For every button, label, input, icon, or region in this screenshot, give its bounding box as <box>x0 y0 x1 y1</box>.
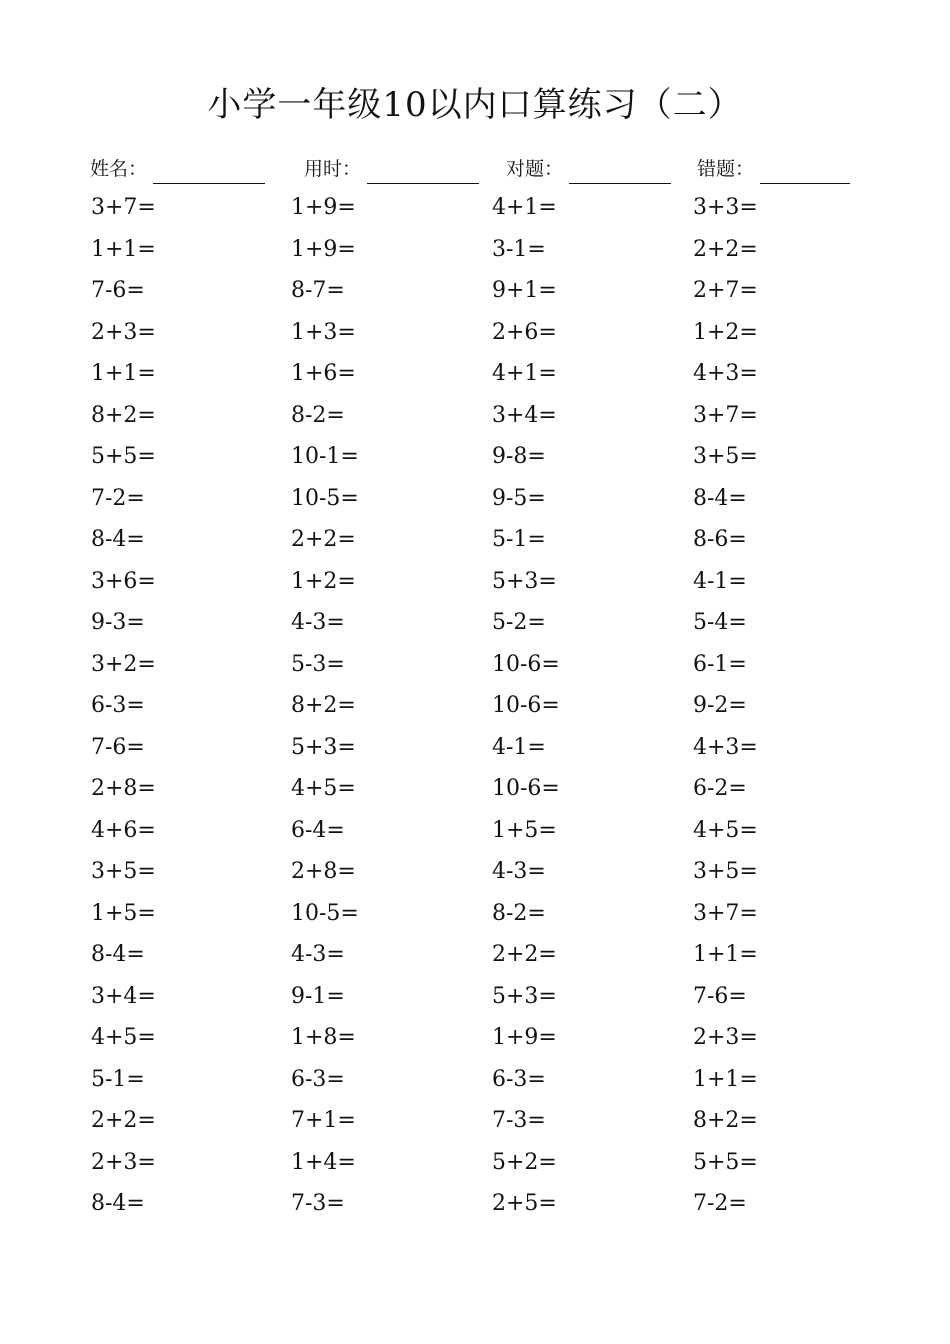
problem-item: 2+6= <box>492 319 557 345</box>
problem-item: 5-1= <box>492 527 546 552</box>
problem-item: 8-2= <box>492 900 546 926</box>
problem-item: 7-2= <box>91 485 145 511</box>
problem-row <box>0 685 950 727</box>
time-field[interactable] <box>304 150 479 184</box>
problem-item: 1+6= <box>291 361 356 386</box>
problem-item: 8-7= <box>291 278 345 303</box>
problem-item: 10-5= <box>291 900 359 926</box>
problem-item: 2+2= <box>693 236 758 262</box>
problem-item: 7-6= <box>693 983 747 1009</box>
problem-row <box>0 353 950 395</box>
problem-item: 5+3= <box>492 568 557 594</box>
problem-item: 3+4= <box>91 983 156 1009</box>
problem-item: 4-3= <box>291 942 345 967</box>
wrong-label: 错题： <box>697 158 755 180</box>
problem-item: 1+1= <box>91 361 156 386</box>
problem-item: 9-5= <box>492 485 546 511</box>
problem-item: 1+4= <box>291 1149 356 1175</box>
problem-row <box>0 851 950 893</box>
problem-item: 1+9= <box>492 1025 557 1050</box>
problem-item: 4+3= <box>693 734 758 760</box>
problem-item: 8+2= <box>91 402 156 428</box>
problem-item: 4-1= <box>492 734 546 760</box>
problem-item: 1+2= <box>693 319 758 345</box>
problem-item: 7+1= <box>291 1108 356 1133</box>
problem-item: 2+2= <box>291 527 356 552</box>
problem-item: 1+1= <box>693 1066 758 1092</box>
problem-item: 8-4= <box>91 527 145 552</box>
name-blank[interactable] <box>153 153 265 184</box>
problem-item: 7-3= <box>291 1191 345 1216</box>
correct-field[interactable] <box>506 150 671 184</box>
problem-item: 2+7= <box>693 278 758 303</box>
problem-item: 8-6= <box>693 527 747 552</box>
problem-item: 9+1= <box>492 278 557 303</box>
problem-item: 2+3= <box>91 319 156 345</box>
problem-item: 3+5= <box>693 444 758 469</box>
problem-item: 3+3= <box>693 195 758 220</box>
problem-item: 4-3= <box>291 610 345 635</box>
problem-item: 5+5= <box>693 1149 758 1175</box>
problem-item: 2+8= <box>91 776 156 801</box>
problem-item: 4-1= <box>693 568 747 594</box>
problem-item: 1+8= <box>291 1025 356 1050</box>
problem-item: 4+5= <box>693 817 758 843</box>
correct-label: 对题： <box>506 158 564 180</box>
problem-row <box>0 934 950 976</box>
problem-row <box>0 602 950 644</box>
problem-row <box>0 1017 950 1059</box>
problem-item: 10-1= <box>291 444 359 469</box>
problem-item: 6-2= <box>693 776 747 801</box>
problem-item: 5+2= <box>492 1149 557 1175</box>
time-blank[interactable] <box>367 153 479 184</box>
problem-item: 9-3= <box>91 610 145 635</box>
problem-item: 5+3= <box>291 734 356 760</box>
page-title: 小学一年级10以内口算练习（二） <box>207 85 743 125</box>
problem-item: 6-3= <box>291 1066 345 1092</box>
problem-row <box>0 644 950 686</box>
problem-row <box>0 1100 950 1142</box>
problem-item: 3+5= <box>693 859 758 884</box>
problem-row <box>0 1183 950 1225</box>
problem-item: 1+2= <box>291 568 356 594</box>
problem-item: 8+2= <box>291 693 356 718</box>
problem-item: 4+5= <box>91 1025 156 1050</box>
problem-item: 3+4= <box>492 402 557 428</box>
problem-item: 7-3= <box>492 1108 546 1133</box>
problem-item: 4+6= <box>91 817 156 843</box>
problem-row <box>0 768 950 810</box>
problem-item: 9-1= <box>291 983 345 1009</box>
problem-row <box>0 519 950 561</box>
problem-item: 5-3= <box>291 651 345 677</box>
problem-item: 7-6= <box>91 278 145 303</box>
problem-item: 4+3= <box>693 361 758 386</box>
problem-item: 5-4= <box>693 610 747 635</box>
problem-item: 7-6= <box>91 734 145 760</box>
problem-row <box>0 187 950 229</box>
problem-item: 4+5= <box>291 776 356 801</box>
problem-item: 8-4= <box>91 942 145 967</box>
problem-item: 10-6= <box>492 776 560 801</box>
problem-item: 10-6= <box>492 693 560 718</box>
name-label: 姓名： <box>90 158 148 180</box>
problem-item: 3+7= <box>693 402 758 428</box>
problem-item: 3+5= <box>91 859 156 884</box>
wrong-field[interactable] <box>697 150 850 184</box>
problem-item: 2+3= <box>91 1149 156 1175</box>
problem-item: 6-4= <box>291 817 345 843</box>
problem-item: 3+7= <box>693 900 758 926</box>
problem-row <box>0 561 950 603</box>
problem-row <box>0 976 950 1018</box>
problem-row <box>0 810 950 852</box>
problem-row <box>0 395 950 437</box>
problem-row <box>0 1059 950 1101</box>
problem-item: 1+1= <box>693 942 758 967</box>
problem-item: 8+2= <box>693 1108 758 1133</box>
problem-row <box>0 436 950 478</box>
problem-item: 3-1= <box>492 236 546 262</box>
problem-item: 1+9= <box>291 195 356 220</box>
problem-row <box>0 727 950 769</box>
name-field[interactable] <box>90 150 265 184</box>
correct-blank[interactable] <box>569 153 671 184</box>
problem-item: 9-8= <box>492 444 546 469</box>
problem-item: 4+1= <box>492 195 557 220</box>
problem-row <box>0 312 950 354</box>
problem-item: 1+5= <box>492 817 557 843</box>
problem-item: 5-2= <box>492 610 546 635</box>
problem-item: 10-5= <box>291 485 359 511</box>
problem-item: 1+9= <box>291 236 356 262</box>
problem-item: 1+5= <box>91 900 156 926</box>
problem-item: 3+7= <box>91 195 156 220</box>
wrong-blank[interactable] <box>760 153 850 184</box>
problem-item: 6-3= <box>91 693 145 718</box>
problem-item: 2+5= <box>492 1191 557 1216</box>
problem-item: 7-2= <box>693 1191 747 1216</box>
problem-row <box>0 893 950 935</box>
problem-item: 8-4= <box>91 1191 145 1216</box>
problem-row <box>0 478 950 520</box>
time-label: 用时： <box>304 158 362 180</box>
problem-item: 8-4= <box>693 485 747 511</box>
problem-item: 6-1= <box>693 651 747 677</box>
problem-item: 6-3= <box>492 1066 546 1092</box>
problem-item: 2+2= <box>492 942 557 967</box>
problem-item: 2+3= <box>693 1025 758 1050</box>
problem-item: 8-2= <box>291 402 345 428</box>
problem-item: 1+1= <box>91 236 156 262</box>
problem-item: 3+2= <box>91 651 156 677</box>
problem-grid <box>0 187 950 1225</box>
problem-item: 2+8= <box>291 859 356 884</box>
problem-item: 5+5= <box>91 444 156 469</box>
problem-row <box>0 229 950 271</box>
problem-row <box>0 270 950 312</box>
problem-item: 4+1= <box>492 361 557 386</box>
problem-item: 3+6= <box>91 568 156 594</box>
problem-item: 5+3= <box>492 983 557 1009</box>
info-fields <box>0 150 950 184</box>
problem-item: 5-1= <box>91 1066 145 1092</box>
problem-item: 2+2= <box>91 1108 156 1133</box>
problem-item: 9-2= <box>693 693 747 718</box>
problem-item: 10-6= <box>492 651 560 677</box>
problem-item: 4-3= <box>492 859 546 884</box>
problem-item: 1+3= <box>291 319 356 345</box>
problem-row <box>0 1142 950 1184</box>
